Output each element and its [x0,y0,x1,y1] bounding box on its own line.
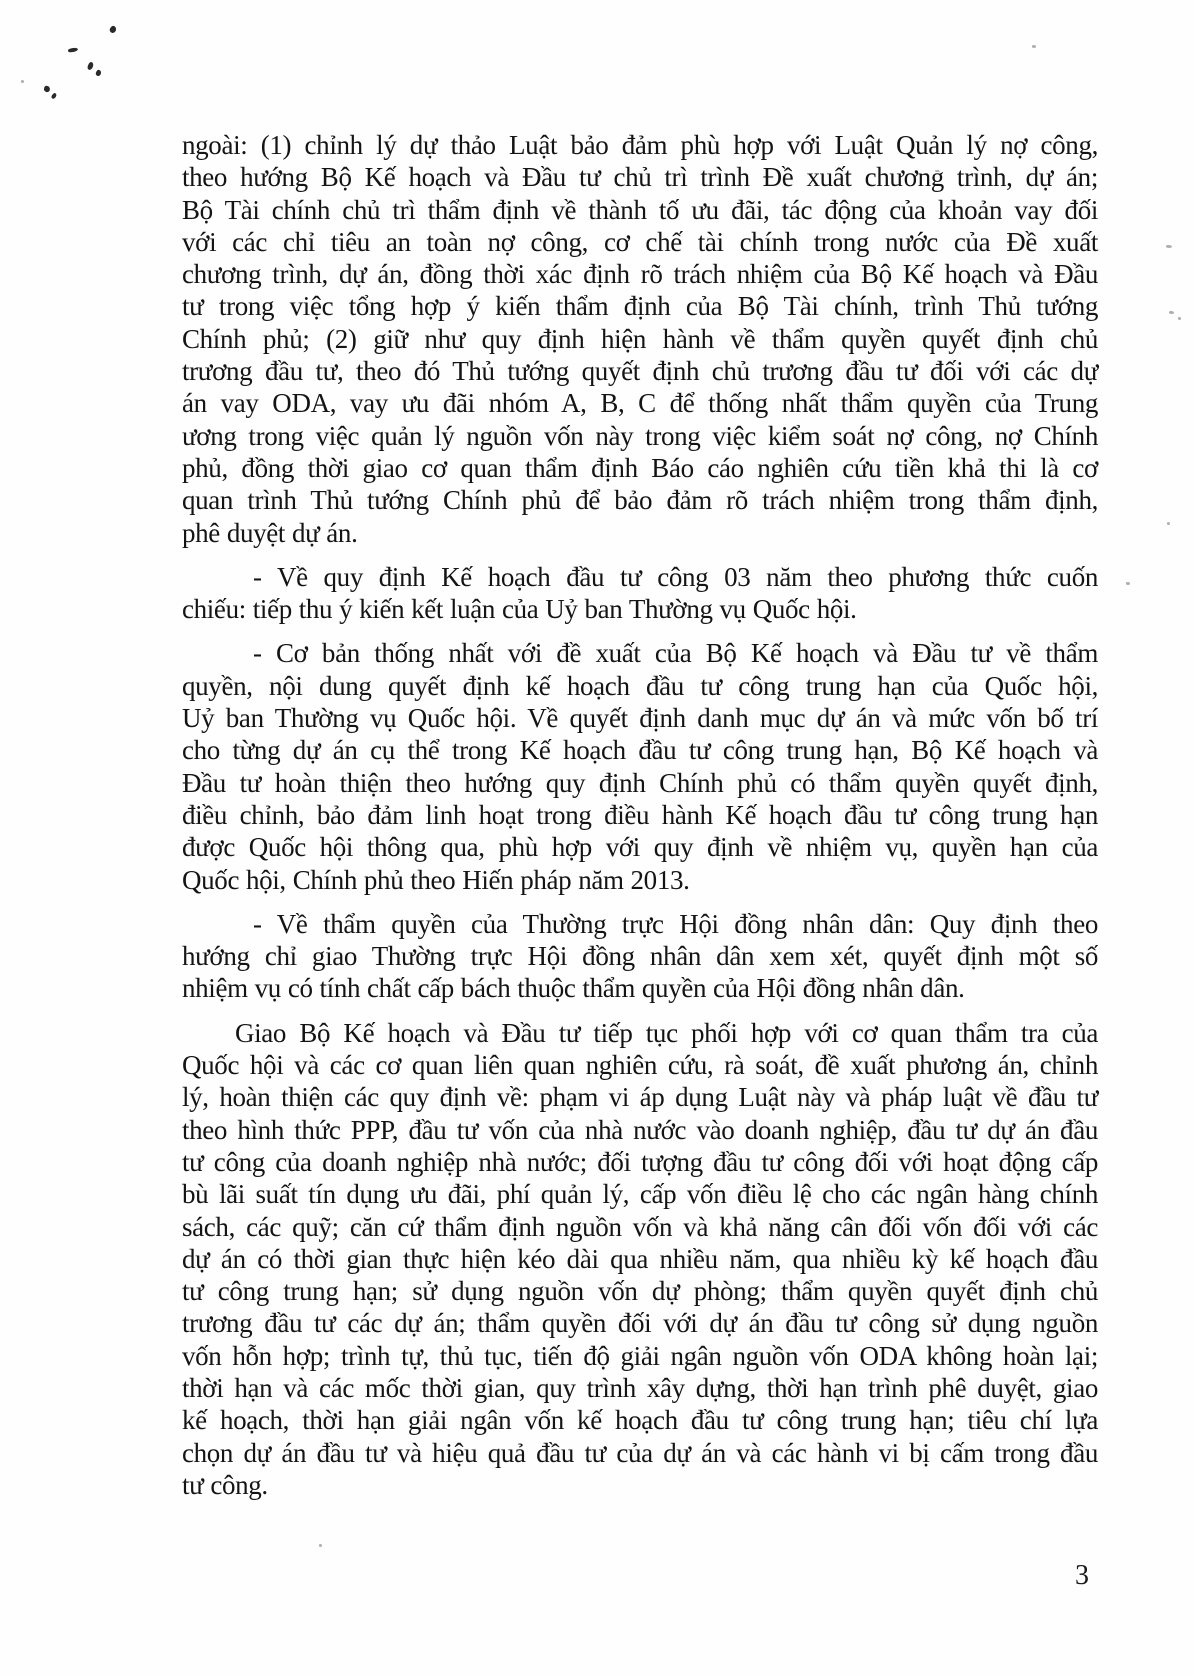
text-line: ương trong việc quản lý nguồn vốn này trong việc kiểm soát nợ công, nợ Chính [182,420,1098,451]
text-line: - Về quy định Kế hoạch đầu tư công 03 năm theo phương thức cuốn [253,561,1098,592]
text-line: - Về thẩm quyền của Thường trực Hội đồng nhân dân: Quy định theo [253,908,1098,939]
text-line: trương đầu tư các dự án; thẩm quyền đối với dự án đầu tư công sử dụng nguồn [182,1308,1098,1339]
text-line: Chính phủ; (2) giữ như quy định hiện hành về thẩm quyền quyết định chủ [182,323,1098,354]
text-line: Quốc hội và các cơ quan liên quan nghiên cứu, rà soát, đề xuất phương án, chỉnh [182,1050,1098,1081]
text-line: nhiệm vụ có tính chất cấp bách thuộc thẩm quyền của Hội đồng nhân dân. [182,973,965,1004]
scan-speckle [95,69,102,77]
text-line: kế hoạch, thời hạn giải ngân vốn kế hoạch đầu tư công trung hạn; tiêu chí lựa [182,1405,1098,1436]
scan-speckle [87,61,95,70]
text-line: thời hạn và các mốc thời gian, quy trình xây dựng, thời hạn trình phê duyệt, giao [182,1372,1098,1403]
scan-speckle [1167,522,1170,525]
scan-speckle [1169,311,1174,314]
text-line: điều chỉnh, bảo đảm linh hoạt trong điều hành Kế hoạch đầu tư công trung hạn [182,799,1098,830]
scan-speckle [68,47,79,53]
text-line: tư trong việc tổng hợp ý kiến thẩm định của Bộ Tài chính, trình Thủ tướng [182,291,1098,322]
text-line: cho từng dự án cụ thể trong Kế hoạch đầu tư công trung hạn, Bộ Kế hoạch và [182,735,1098,766]
text-line: với các chỉ tiêu an toàn nợ công, cơ chế tài chính trong nước của Đề xuất [182,226,1098,257]
text-line: chiếu: tiếp thu ý kiến kết luận của Uỷ ban Thường vụ Quốc hội. [182,594,857,625]
scan-speckle [21,80,24,83]
document-body [182,129,1098,1501]
text-line: phủ, đồng thời giao cơ quan thẩm định Báo cáo nghiên cứu tiền khả thi là cơ [182,452,1098,483]
text-line: lý, hoàn thiện các quy định về: phạm vi áp dụng Luật này và pháp luật về đầu tư [182,1082,1098,1113]
text-line: quyền, nội dung quyết định kế hoạch đầu tư công trung hạn của Quốc hội, [182,670,1098,701]
scan-speckle [319,1544,322,1547]
text-line: tư công của doanh nghiệp nhà nước; đối tượng đầu tư công đối với hoạt động cấp [182,1146,1098,1177]
text-line: hướng chỉ giao Thường trực Hội đồng nhân dân xem xét, quyết định một số [182,941,1098,972]
text-line: được Quốc hội thông qua, phù hợp với quy định về nhiệm vụ, quyền hạn của [182,832,1098,863]
text-line: quan trình Thủ tướng Chính phủ để bảo đảm rõ trách nhiệm trong thẩm định, [182,485,1098,516]
paragraph [182,637,1098,895]
text-line: chọn dự án đầu tư và hiệu quả đầu tư của dự án và các hành vi bị cấm trong đầu [182,1437,1098,1468]
text-line: án vay ODA, vay ưu đãi nhóm A, B, C để thống nhất thẩm quyền của Trung [182,388,1098,419]
scan-speckle [1166,245,1172,248]
text-line: trương đầu tư, theo đó Thủ tướng quyết định chủ trương đầu tư đối với các dự [182,356,1098,387]
text-line: vốn hỗn hợp; trình tự, thủ tục, tiến độ giải ngân nguồn vốn ODA không hoàn lại; [182,1340,1098,1371]
text-line: Quốc hội, Chính phủ theo Hiến pháp năm 2013. [182,864,690,895]
scan-speckle [1126,582,1130,585]
paragraph [182,908,1098,1005]
text-line: chương trình, dự án, đồng thời xác định rõ trách nhiệm của Bộ Kế hoạch và Đầu [182,259,1098,290]
text-line: Giao Bộ Kế hoạch và Đầu tư tiếp tục phối hợp với cơ quan thẩm tra của [235,1017,1098,1048]
text-line: ngoài: (1) chỉnh lý dự thảo Luật bảo đảm phù hợp với Luật Quản lý nợ công, [182,130,1098,160]
text-line: bù lãi suất tín dụng ưu đãi, phí quản lý, cấp vốn điều lệ cho các ngân hàng chính [182,1179,1098,1210]
text-line: Bộ Tài chính chủ trì thẩm định về thành tố ưu đãi, tác động của khoản vay đối [182,194,1098,225]
text-line: Đầu tư hoàn thiện theo hướng quy định Chính phủ có thẩm quyền quyết định, [182,767,1098,798]
text-line: theo hình thức PPP, đầu tư vốn của nhà nước vào doanh nghiệp, đầu tư dự án đầu [182,1114,1098,1145]
text-line: sách, các quỹ; căn cứ thẩm định nguồn vốn và khả năng cân đối vốn đối với các [182,1211,1098,1242]
text-line: phê duyệt dự án. [182,517,358,548]
text-line: dự án có thời gian thực hiện kéo dài qua nhiều năm, qua nhiều kỳ kế hoạch đầu [182,1243,1098,1274]
scan-speckle [43,85,50,92]
text-line: theo hướng Bộ Kế hoạch và Đầu tư chủ trì trình Đề xuất chương trình, dự án; [182,162,1098,193]
page-number: 3 [1075,1560,1089,1591]
text-line: tư công. [182,1469,268,1500]
paragraph [182,129,1098,549]
text-line: - Cơ bản thống nhất với đề xuất của Bộ Kế hoạch và Đầu tư về thẩm [253,638,1098,669]
paragraph [182,561,1098,626]
scan-speckle [1178,317,1181,320]
scan-speckle [1032,45,1036,48]
scan-speckle [51,92,58,99]
text-line: tư công trung hạn; sử dụng nguồn vốn dự phòng; thẩm quyền quyết định chủ [182,1276,1098,1307]
text-line: Uỷ ban Thường vụ Quốc hội. Về quyết định danh mục dự án và mức vốn bố trí [182,703,1098,734]
scan-speckle [108,25,117,34]
paragraph [182,1017,1098,1501]
